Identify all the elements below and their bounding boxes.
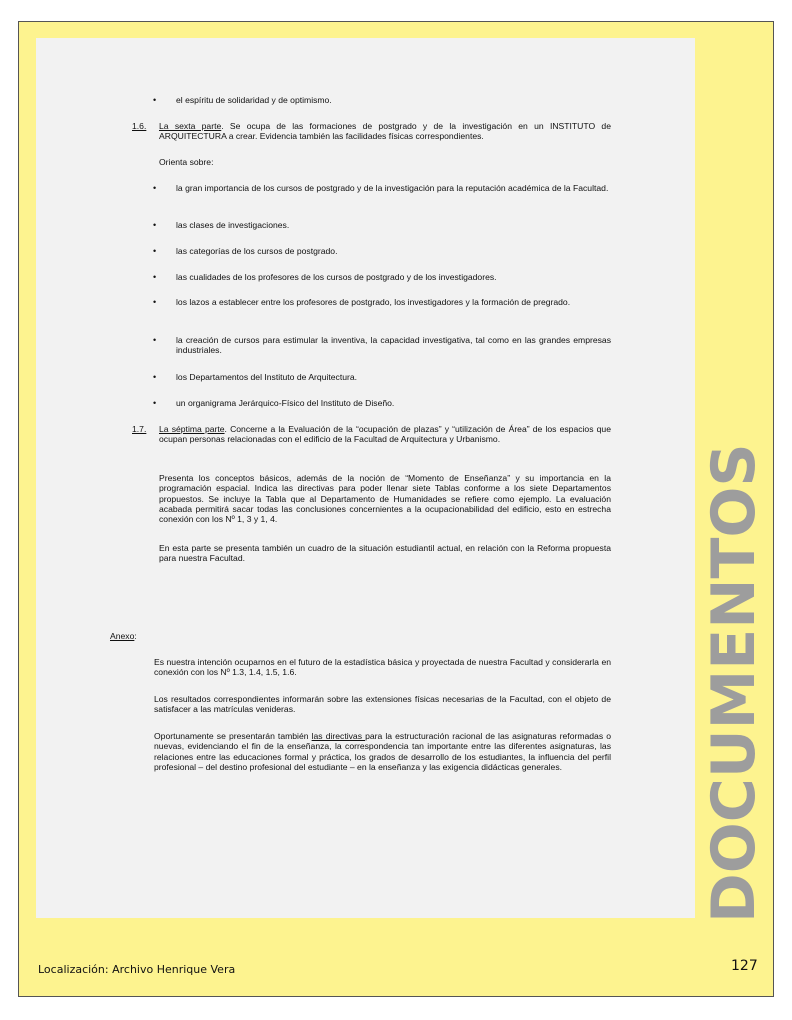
section-1-6-title: La sexta parte (159, 121, 222, 131)
section-1-6-paragraph (159, 121, 611, 142)
side-title: DOCUMENTOS (699, 443, 769, 923)
anexo-heading (110, 631, 137, 641)
bullet-text: los lazos a establecer entre los profesores de postgrado, los investigadores y la formación de pregrado. (176, 297, 571, 307)
anexo-paragraph-1: Es nuestra intención ocuparnos en el futuro de la estadística básica y proyectada de nuestra Facultad y considerarla en conexión con los Nº 1.3, 1.4, 1.5, 1.6. (154, 657, 611, 678)
bullet-text: las cualidades de los profesores de los cursos de postgrado y de los investigadores. (176, 272, 497, 282)
anexo-p3-link: las directivas (311, 731, 366, 741)
section-1-6-text: . Se ocupa de las formaciones de postgrado y de la investigación en un INSTITUTO de ARQUITECTURA a crear. Evidencia también las facilidades físicas correspondientes. (159, 121, 611, 142)
bullet-text: los Departamentos del Instituto de Arquitectura. (176, 372, 358, 382)
section-1-7-title: La séptima parte (159, 424, 225, 434)
bullet-text: la gran importancia de los cursos de postgrado y de la investigación para la reputación académica de la Facultad. (176, 183, 609, 193)
bullet-marker: • (153, 95, 157, 105)
orienta-label: Orienta sobre: (159, 157, 214, 167)
anexo-p3-end: para la estructuración racional de las asignaturas reformadas o nuevas, evidenciando el fin de la enseñanza, la correspondencia tan importante entre las diferentes asignaturas, las relaciones entre las educaciones formal y práctica, los grados de desarrollo de los estudiantes, la influencia del perfil profesional – del destino profesional del estudiante – en la enseñanza y las exigencia didácticas generales. (154, 731, 611, 772)
bullet-marker: • (153, 272, 157, 282)
section-1-7-paragraph-3: En esta parte se presenta también un cuadro de la situación estudiantil actual, en relación con la Reforma propuesta para nuestra Facultad. (159, 543, 611, 564)
section-1-7-paragraph-2: Presenta los conceptos básicos, además de la noción de “Momento de Enseñanza” y su importancia en la programación espacial. Indica las directivas para poder llenar siete Tablas conforme a los siete Departamentos propuestos. Se incluye la Tabla que al Departamento de Humanidades se refiere como ejemplo. La evaluación acabada permitirá sacar todas las conclusiones concernientes a la ocupacionabilidad del edificio, esto en estrecha conexión con los Nº 1, 3 y 1, 4. (159, 473, 611, 525)
anexo-paragraph-3 (154, 731, 611, 772)
anexo-p3-start: Oportunamente se presentarán también (154, 731, 312, 741)
page-number: 127 (731, 958, 758, 974)
bullet-marker: • (153, 246, 157, 256)
footer-location: Localización: Archivo Henrique Vera (38, 963, 236, 976)
bullet-text: un organigrama Jerárquico-Físico del Instituto de Diseño. (176, 398, 395, 408)
bullet-marker: • (153, 398, 157, 408)
anexo-colon: : (134, 631, 137, 641)
bullet-marker: • (153, 183, 157, 193)
anexo-label: Anexo (110, 631, 135, 641)
section-1-7-paragraph (159, 424, 611, 445)
section-number-1-6: 1.6. (132, 121, 147, 131)
anexo-paragraph-2: Los resultados correspondientes informarán sobre las extensiones físicas necesarias de la Facultad, con el objeto de satisfacer a las matrículas venideras. (154, 694, 611, 715)
bullet-marker: • (153, 372, 157, 382)
bullet-text: las categorías de los cursos de postgrado. (176, 246, 338, 256)
bullet-text: el espíritu de solidaridad y de optimismo. (176, 95, 332, 105)
bullet-marker: • (153, 220, 157, 230)
section-number-1-7: 1.7. (132, 424, 147, 434)
bullet-marker: • (153, 297, 157, 307)
section-1-7-text: . Concerne a la Evaluación de la “ocupación de plazas” y “utilización de Área” de los espacios que ocupan personas relacionadas con el edificio de la Facultad de Arquitectura y Urbanismo. (159, 424, 611, 445)
bullet-marker: • (153, 335, 157, 345)
bullet-text: la creación de cursos para estimular la inventiva, la capacidad investigativa, tal como en las grandes empresas industriales. (176, 335, 611, 356)
bullet-text: las clases de investigaciones. (176, 220, 290, 230)
